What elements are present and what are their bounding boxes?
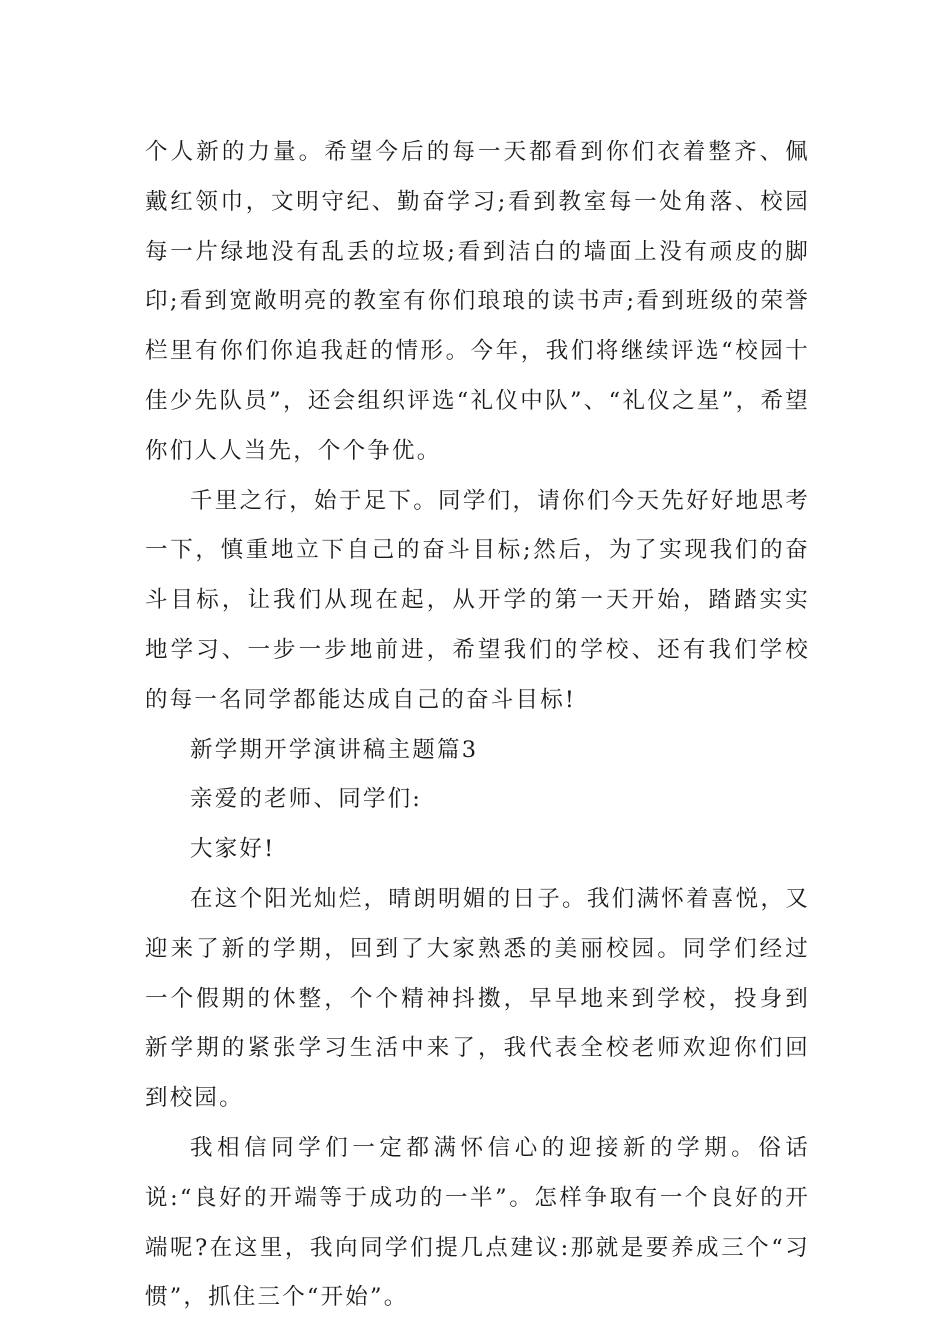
body-paragraph-1: 个人新的力量。希望今后的每一天都看到你们衣着整齐、佩戴红领巾，文明守纪、勤奋学习;看到教室每一处角落、校园每一片绿地没有乱丢的垃圾;看到洁白的墙面上没有顽皮的脚印;看到宽敞明亮的教室有你们琅琅的读书声;看到班级的荣誉栏里有你们你追我赶的情形。今年，我们将继续评选“校园十佳少先队员”，还会组织评选“礼仪中队”、“礼仪之星”，希望你们人人当先，个个争优。 — [145, 139, 810, 464]
body-paragraph-4: 我相信同学们一定都满怀信心的迎接新的学期。俗话说:“良好的开端等于成功的一半”。怎样争取有一个良好的开端呢?在这里，我向同学们提几点建议:那就是要养成三个“习惯”，抓住三个“开始”。 — [145, 1134, 810, 1311]
salutation: 亲爱的老师、同学们: — [190, 786, 423, 813]
body-paragraph-2: 千里之行，始于足下。同学们，请你们今天先好好地思考一下，慎重地立下自己的奋斗目标;然后，为了实现我们的奋斗目标，让我们从现在起，从开学的第一天开始，踏踏实实地学习、一步一步地前进，希望我们的学校、还有我们学校的每一名同学都能达成自己的奋斗目标! — [145, 487, 810, 713]
document-body — [145, 128, 810, 1323]
body-paragraph-3: 在这个阳光灿烂，晴朗明媚的日子。我们满怀着喜悦，又迎来了新的学期，回到了大家熟悉的美丽校园。同学们经过一个假期的休整，个个精神抖擞，早早地来到学校，投身到新学期的紧张学习生活中来了，我代表全校老师欢迎你们回到校园。 — [145, 885, 810, 1112]
section-heading: 新学期开学演讲稿主题篇3 — [190, 736, 479, 763]
greeting: 大家好! — [190, 836, 276, 863]
